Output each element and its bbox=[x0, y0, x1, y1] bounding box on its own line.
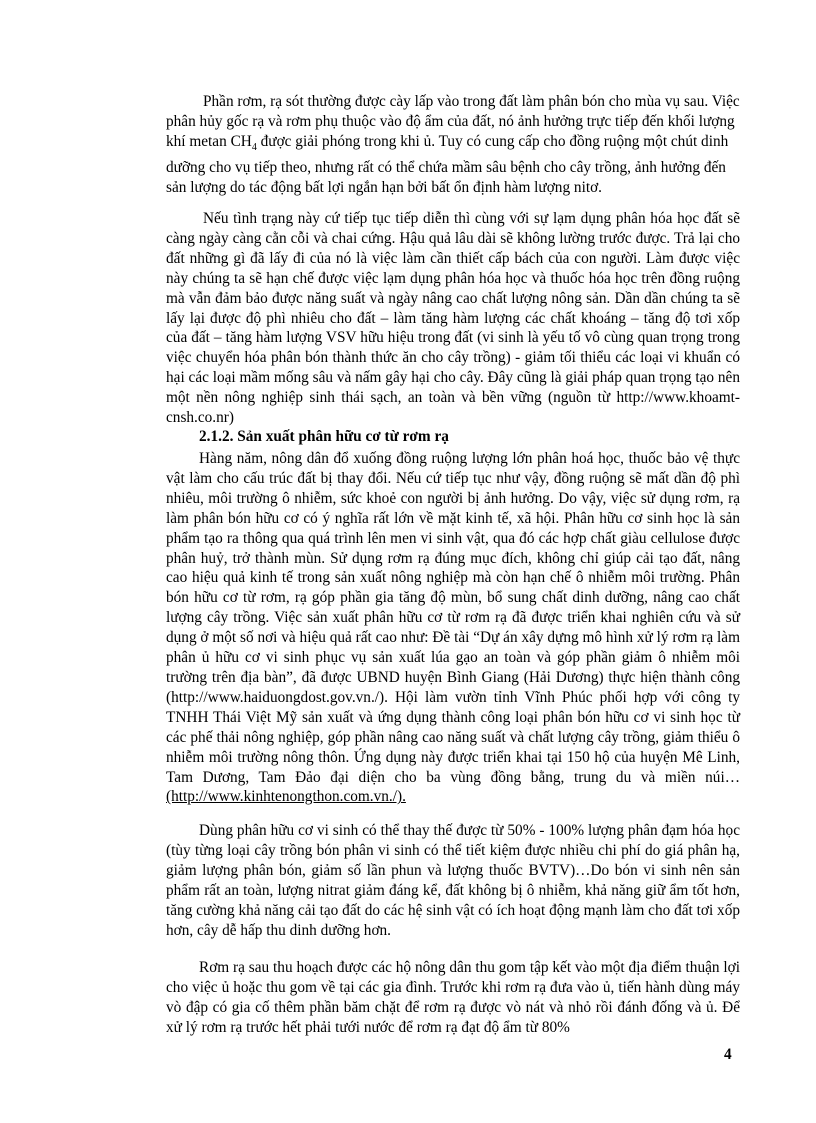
paragraph-text: Hàng năm, nông dân đổ xuống đồng ruộng lượng lớn phân hoá học, thuốc bảo vệ thực vật làm cho cấu trúc đất bị thay đổi. Nếu cứ tiếp tục như vậy, đồng ruộng sẽ mất dần độ phì nhiêu, môi trường ô nhiễm, sức khoẻ con người bị ảnh hưởng. Do vậy, việc sử dụng rơm, rạ làm phân bón hữu cơ có ý nghĩa rất lớn về mặt kinh tế, xã hội. Phân hữu cơ sinh học là sản phẩm tạo ra thông qua quá trình lên men vi sinh vật, qua đó các hợp chất giàu cellulose được phân huỷ, trở thành mùn. Sử dụng rơm rạ đúng mục đích, không chỉ giúp cải tạo đất, nâng cao hiệu quả kinh tế trong sản xuất nông nghiệp mà còn hạn chế ô nhiễm môi trường. Phân bón hữu cơ từ rơm, rạ góp phần gia tăng độ mùn, bổ sung chất dinh dưỡng, nâng cao chất lượng cây trồng. Việc sản xuất phân hữu cơ từ rơm rạ đã được triển khai nghiên cứu và sử dụng ở một số nơi và hiệu quả rất cao như: Đề tài “Dự án xây dựng mô hình xử lý rơm rạ làm phân ủ hữu cơ vi sinh phục vụ sản xuất lúa gạo an toàn và góp phần giảm ô nhiễm môi trường trên địa bàn”, đã được UBND huyện Bình Giang (Hải Dương) thực hiện thành công (http://www.haiduongdost.gov.vn./). Hội làm vườn tỉnh Vĩnh Phúc phối hợp với công ty TNHH Thái Việt Mỹ sản xuất và ứng dụng thành công loại phân bón hữu cơ vi sinh học từ các phế thải nông nghiệp, góp phần nâng cao năng suất và chất lượng cây trồng, giảm thiểu ô nhiễm môi trường nông thôn. Ứng dụng này được triển khai tại 150 hộ của huyện Mê Linh, Tam Dương, Tam Đảo đại diện cho ba vùng đồng bằng, trung du và miền núi… bbox=[166, 450, 740, 786]
source-link[interactable]: (http://www.kinhtenongthon.com.vn./). bbox=[166, 788, 406, 806]
paragraph-organic-fertilizer bbox=[166, 449, 740, 807]
paragraph-text: được giải phóng trong khi ủ. Tuy có cung cấp cho đồng ruộng một chút dinh dưỡng cho vụ tiếp theo, nhưng rất có thể chứa mầm sâu bệnh cho cây trồng, ảnh hưởng đến sản lượng do tác động bất lợi ngắn hạn bởi bất ổn định hàm lượng nitơ. bbox=[166, 132, 729, 196]
section-heading: 2.1.2. Sản xuất phân hữu cơ từ rơm rạ bbox=[199, 428, 449, 445]
page-number: 4 bbox=[724, 1046, 732, 1063]
paragraph-straw-collection: Rơm rạ sau thu hoạch được các hộ nông dân thu gom tập kết vào một địa điểm thuận lợi cho việc ủ hoặc thu gom về tại các gia đình. Trước khi rơm rạ đưa vào ủ, tiến hành dùng máy vò đập có gia cố thêm phần băm chặt để rơm rạ được vò nát và nhỏ rồi đánh đống và ủ. Để xử lý rơm rạ trước hết phải tưới nước để rơm rạ đạt độ ẩm từ 80% bbox=[166, 959, 740, 1036]
paragraph-straw-residue bbox=[166, 92, 740, 198]
subscript: 4 bbox=[251, 141, 257, 153]
paragraph-text: Phần rơm, rạ sót thường được cày lấp vào trong đất làm phân bón cho mùa vụ sau. Việc phân hủy gốc rạ và rơm phụ thuộc vào độ ẩm của đất, nó ảnh hưởng trực tiếp đến khối lượng khí metan CH bbox=[166, 93, 740, 150]
paragraph-soil-degradation: Nếu tình trạng này cứ tiếp tục tiếp diễn thì cùng với sự lạm dụng phân hóa học đất sẽ càng ngày càng cằn cỗi và chai cứng. Hậu quả lâu dài sẽ không lường trước được. Trả lại cho đất những gì đã lấy đi của nó là việc làm cần thiết cấp bách của con người. Làm được việc này chúng ta sẽ hạn chế được việc lạm dụng phân hóa học và thuốc hóa học trên đồng ruộng mà vẫn đảm bảo được năng suất và ngày nâng cao chất lượng nông sản. Dần dần chúng ta sẽ lấy lại được độ phì nhiêu cho đất – làm tăng hàm lượng các chất khoáng – tăng độ tơi xốp của đất – tăng hàm lượng VSV hữu hiệu trong đất (vi sinh là yếu tố vô cùng quan trọng trong việc chuyển hóa phân bón thành thức ăn cho cây trồng) - giảm tối thiểu các loại vi khuẩn có hại các loại mầm mống sâu và nấm gây hại cho cây. Đây cũng là giải pháp quan trọng tạo nên một nền nông nghiệp sinh thái sạch, an toàn và bền vững (nguồn từ http://www.khoamt-cnsh.co.nr) bbox=[166, 210, 740, 427]
paragraph-microbial-fertilizer: Dùng phân hữu cơ vi sinh có thể thay thế được từ 50% - 100% lượng phân đạm hóa học (tùy từng loại cây trồng bón phân vi sinh có thể tiết kiệm được nhiều chi phí do giá phân hạ, giảm lượng phân bón, giảm số lần phun và lượng thuốc BVTV)…Do bón vi sinh nên sản phẩm rất an toàn, lượng nitrat giảm đáng kể, đất không bị ô nhiễm, khả năng giữ ẩm tốt hơn, tăng cường khả năng cải tạo đất do các hệ sinh vật có ích hoạt động mạnh làm cho đất tơi xốp hơn, cây dễ hấp thu dinh dưỡng hơn. bbox=[166, 822, 740, 939]
